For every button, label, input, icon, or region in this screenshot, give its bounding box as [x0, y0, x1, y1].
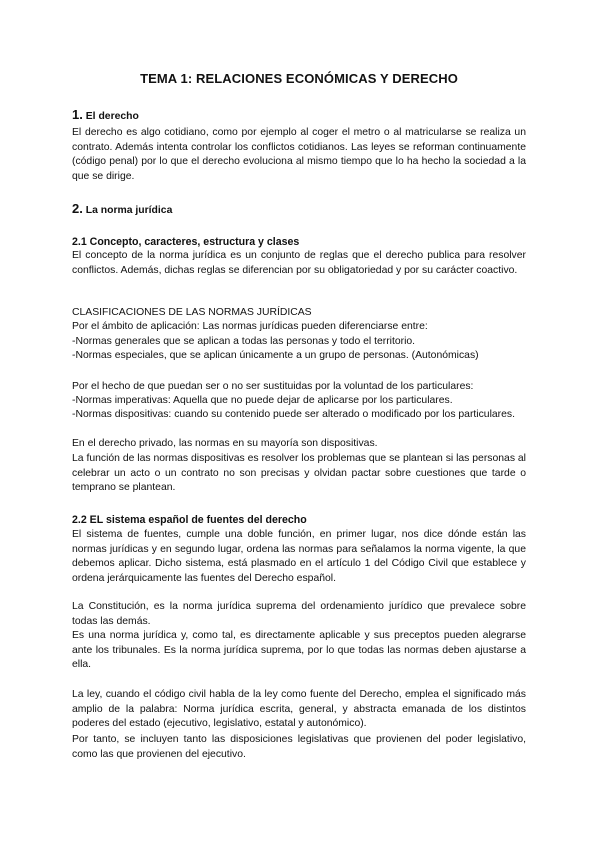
section-2-title: La norma jurídica	[85, 205, 173, 216]
classification-line: -Normas especiales, que se aplican únicamente a un grupo de personas. (Autonómicas)	[72, 350, 479, 361]
subsection-2-2-paragraph-2a: La Constitución, es la norma jurídica suprema del ordenamiento jurídico que prevalece sobre todas las demás.	[72, 601, 526, 627]
subsection-2-1-paragraph: El concepto de la norma jurídica es un conjunto de reglas que el derecho publica para resolver conflictos. Además, dichas reglas se diferencian por su obligatoriedad y por su carácter coactivo.	[72, 250, 526, 276]
subsection-2-2-paragraph-3a: La ley, cuando el código civil habla de la ley como fuente del Derecho, emplea el significado más amplio de la palabra: Norma jurídica escrita, general, y abstracta emanada de los distintos poderes del estado (ejecutivo, legislativo, estatal y autonómico).	[72, 689, 526, 729]
classifications-heading: CLASIFICACIONES DE LAS NORMAS JURÍDICAS	[72, 307, 312, 318]
classifications-b-dispositivas: -Normas dispositivas: cuando su contenido puede ser alterado o modificado por los particulares.	[72, 409, 515, 420]
subsection-2-2-paragraph-3b: Por tanto, se incluyen tanto las disposiciones legislativas que provienen del poder legislativo, como las que provienen del ejecutivo.	[72, 734, 526, 760]
section-1-title: El derecho	[85, 111, 139, 122]
subsection-2-2-paragraph-1: El sistema de fuentes, cumple una doble función, en primer lugar, nos dice dónde están las normas jurídicas y en segundo lugar, ordena las normas para señalamos la norma vigente, la que debemos aplicar. Dicho sistema, está plasmado en el artículo 1 del Código Civil que establece y ordena jerárquicamente las fuentes del Derecho español.	[72, 529, 526, 584]
classifications-b-intro: Por el hecho de que puedan ser o no ser sustituidas por la voluntad de los particulares:	[72, 381, 474, 392]
section-1-heading	[72, 108, 139, 125]
document-title: TEMA 1: RELACIONES ECONÓMICAS Y DERECHO	[140, 71, 458, 86]
section-2-heading	[72, 202, 172, 219]
classification-line: -Normas generales que se aplican a todas las personas y todo el territorio.	[72, 335, 416, 347]
classifications-b-funcion: La función de las normas dispositivas es resolver los problemas que se plantean si las personas al celebrar un acto o un contrato no son precisas y olvidan pactar sobre cuestiones que tarde o temprano se plantean.	[72, 453, 526, 493]
subsection-2-2-heading: 2.2 EL sistema español de fuentes del derecho	[72, 514, 307, 526]
subsection-2-2-paragraph-2b: Es una norma jurídica y, como tal, es directamente aplicable y sus preceptos pueden alegrarse ante los tribunales. Es la norma jurídica suprema, por lo que todas las normas deben ajustarse a ella.	[72, 630, 526, 670]
section-1-number: 1.	[72, 107, 83, 122]
classifications-b-imperativas: -Normas imperativas: Aquella que no puede dejar de aplicarse por los particulares.	[72, 395, 453, 406]
classifications-b-privado: En el derecho privado, las normas en su mayoría son dispositivas.	[72, 438, 378, 449]
section-1-paragraph: El derecho es algo cotidiano, como por ejemplo al coger el metro o al matricularse se realiza un contrato. Además intenta controlar los conflictos cotidianos. Las leyes se reforman continuamente (código penal) por lo que el derecho evoluciona al mismo tiempo que lo ha hecho la sociedad a la que se dirige.	[72, 127, 526, 182]
classification-line: Por el ámbito de aplicación: Las normas jurídicas pueden diferenciarse entre:	[72, 321, 428, 332]
section-2-number: 2.	[72, 201, 83, 216]
subsection-2-1-heading: 2.1 Concepto, caracteres, estructura y clases	[72, 236, 300, 248]
classifications-list-a	[72, 320, 526, 364]
